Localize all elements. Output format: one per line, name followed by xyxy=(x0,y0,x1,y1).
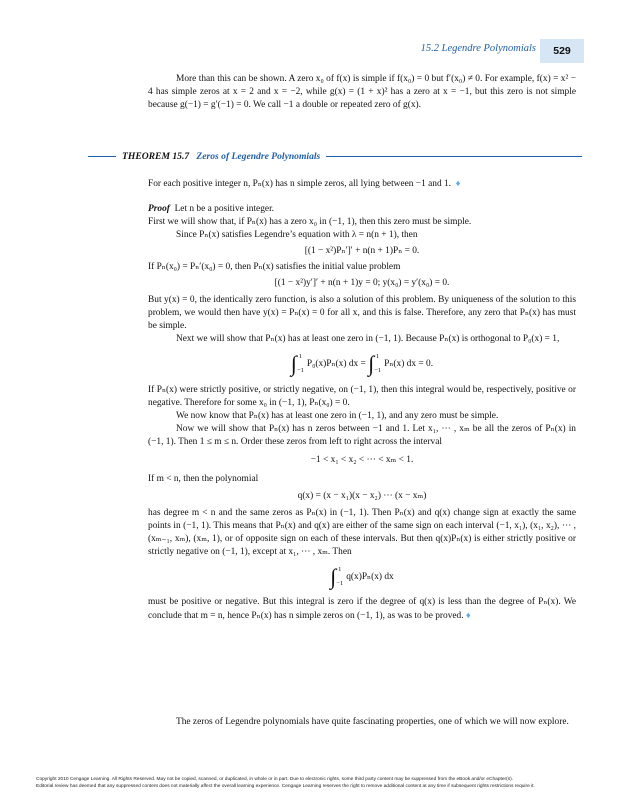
integral-limits: 1 −1 xyxy=(336,566,344,588)
page-number: 529 xyxy=(540,39,584,63)
integral-sign: ∫ xyxy=(290,351,297,377)
proof-p10: If m < n, then the polynomial xyxy=(148,473,259,484)
theorem-statement-text: For each positive integer n, Pₙ(x) has n simple zeros, all lying between −1 and 1. xyxy=(148,179,452,189)
proof-intro xyxy=(148,203,576,216)
proof-p4: If Pₙ(x₀) = Pₙ′(x₀) = 0, then Pₙ(x) satisfies the initial value problem xyxy=(148,261,401,272)
proof-p9: Now we will show that Pₙ(x) has n zeros between −1 and 1. Let x₁, ⋯ , xₘ be all the zeros of Pₙ(x) in (−1, 1). Then 1 ≤ m ≤ n. Order these zeros from left to right across the interval xyxy=(148,423,576,447)
proof-p11: has degree m < n and the same zeros as Pₙ(x) in (−1, 1). Then Pₙ(x) and q(x) change sign at exactly the same points in (−1, 1). This means that Pₙ(x) and q(x) are either of the same sign on each interval (−1, x₁), (x₁, x₂), ⋯ , (xₘ₋₁, xₘ), (xₘ, 1), or of opposite sign on each of these intervals. But then q(x)Pₙ(x) is either strictly positive or strictly negative on (−1, 1), except at x₁, ⋯ , xₘ. Then xyxy=(148,508,576,558)
proof-p12 xyxy=(148,596,576,623)
theorem-statement xyxy=(148,177,576,191)
integral-sign: ∫ xyxy=(368,351,375,377)
proof-label: Proof xyxy=(148,204,170,214)
proof-p6: Next we will show that Pₙ(x) has at least one zero in (−1, 1). Because Pₙ(x) is orthogonal to P₀(x) = 1, xyxy=(176,334,560,345)
integral-right: Pₙ(x) dx = 0. xyxy=(384,359,434,370)
integral-limits: 1 −1 xyxy=(296,353,304,375)
copyright-footer xyxy=(36,776,596,790)
proof-p3: Since Pₙ(x) satisfies Legendre’s equation with λ = n(n + 1), then xyxy=(176,229,418,240)
q-integrand: q(x)Pₙ(x) dx xyxy=(346,572,394,583)
proof-p1: Let n be a positive integer. xyxy=(174,204,275,214)
proof-block xyxy=(148,203,576,623)
theorem-name: Zeros of Legendre Polynomials xyxy=(196,151,321,162)
equation-polynomial-q: q(x) = (x − x₁)(x − x₂) ⋯ (x − xₘ) xyxy=(297,490,427,501)
theorem-statement-block xyxy=(148,177,576,191)
integral-limits: 1 −1 xyxy=(374,353,382,375)
proof-p5: But y(x) = 0, the identically zero function, is also a solution of this problem. By uniqueness of the solution to this problem, we would then have y(x) = Pₙ(x) = 0 for all x, and this is false. Therefore, any zero that Pₙ(x) has must be simple. xyxy=(148,295,576,332)
footer-line-2: Editorial review has deemed that any suppressed content does not materially affect the overall learning experience. Cengage Learning reserves the right to remove additional content at any time if subsequent rights restrictions require it. xyxy=(36,784,535,789)
theorem-number: THEOREM 15.7 xyxy=(122,151,190,162)
closing-block xyxy=(148,716,576,729)
closing-paragraph: The zeros of Legendre polynomials have quite fascinating properties, one of which we will now explore. xyxy=(176,717,569,727)
intro-paragraph: More than this can be shown. A zero x₀ of f(x) is simple if f(x₀) = 0 but f′(x₀) ≠ 0. For example, f(x) = x² − 4 has simple zeros at x = 2 and x = −2, while g(x) = (1 + x)² has a zero at x = −1, but this zero is not simple because g(−1) = g′(−1) = 0. We call −1 a double or repeated zero of g(x). xyxy=(148,74,576,110)
equation-q-integral xyxy=(148,563,576,591)
integral-sign: ∫ xyxy=(330,564,337,590)
integral-left: P₀(x)Pₙ(x) dx = xyxy=(306,359,366,370)
equation-legendre: [(1 − x²)Pₙ′]′ + n(n + 1)Pₙ = 0. xyxy=(304,245,420,256)
equation-ivp: [(1 − x²)y′]′ + n(n + 1)y = 0; y(x₀) = y′(x₀) = 0. xyxy=(274,277,450,288)
theorem-label-box xyxy=(116,151,326,163)
section-title: 15.2 Legendre Polynomials xyxy=(420,43,536,54)
proof-p2: First we will show that, if Pₙ(x) has a zero x₀ in (−1, 1), then this zero must be simple. xyxy=(148,216,472,227)
theorem-heading xyxy=(0,151,622,165)
equation-ordering: −1 < x₁ < x₂ < ⋯ < xₘ < 1. xyxy=(310,454,414,465)
end-of-proof-icon: ♦ xyxy=(465,610,471,621)
proof-p12-text: must be positive or negative. But this integral is zero if the degree of q(x) is less than the degree of Pₙ(x). We conclude that m = n, hence Pₙ(x) has n simple zeros on (−1, 1), as was to be proved. xyxy=(148,597,576,622)
equation-orthogonality xyxy=(148,350,576,378)
end-of-theorem-icon: ♦ xyxy=(455,178,461,188)
proof-p8: We now know that Pₙ(x) has at least one zero in (−1, 1), and any zero must be simple. xyxy=(176,411,499,422)
running-header xyxy=(0,39,622,63)
intro-block xyxy=(148,73,576,112)
footer-line-1: Copyright 2010 Cengage Learning. All Rights Reserved. May not be copied, scanned, or duplicated, in whole or in part. Due to electronic rights, some third party content may be suppressed from the eBook and/or eChapter(s). xyxy=(36,777,514,782)
proof-p7: If Pₙ(x) were strictly positive, or strictly negative, on (−1, 1), then this integral would be, respectively, positive or negative. Therefore for some x₀ in (−1, 1), Pₙ(x₀) = 0. xyxy=(148,385,576,409)
